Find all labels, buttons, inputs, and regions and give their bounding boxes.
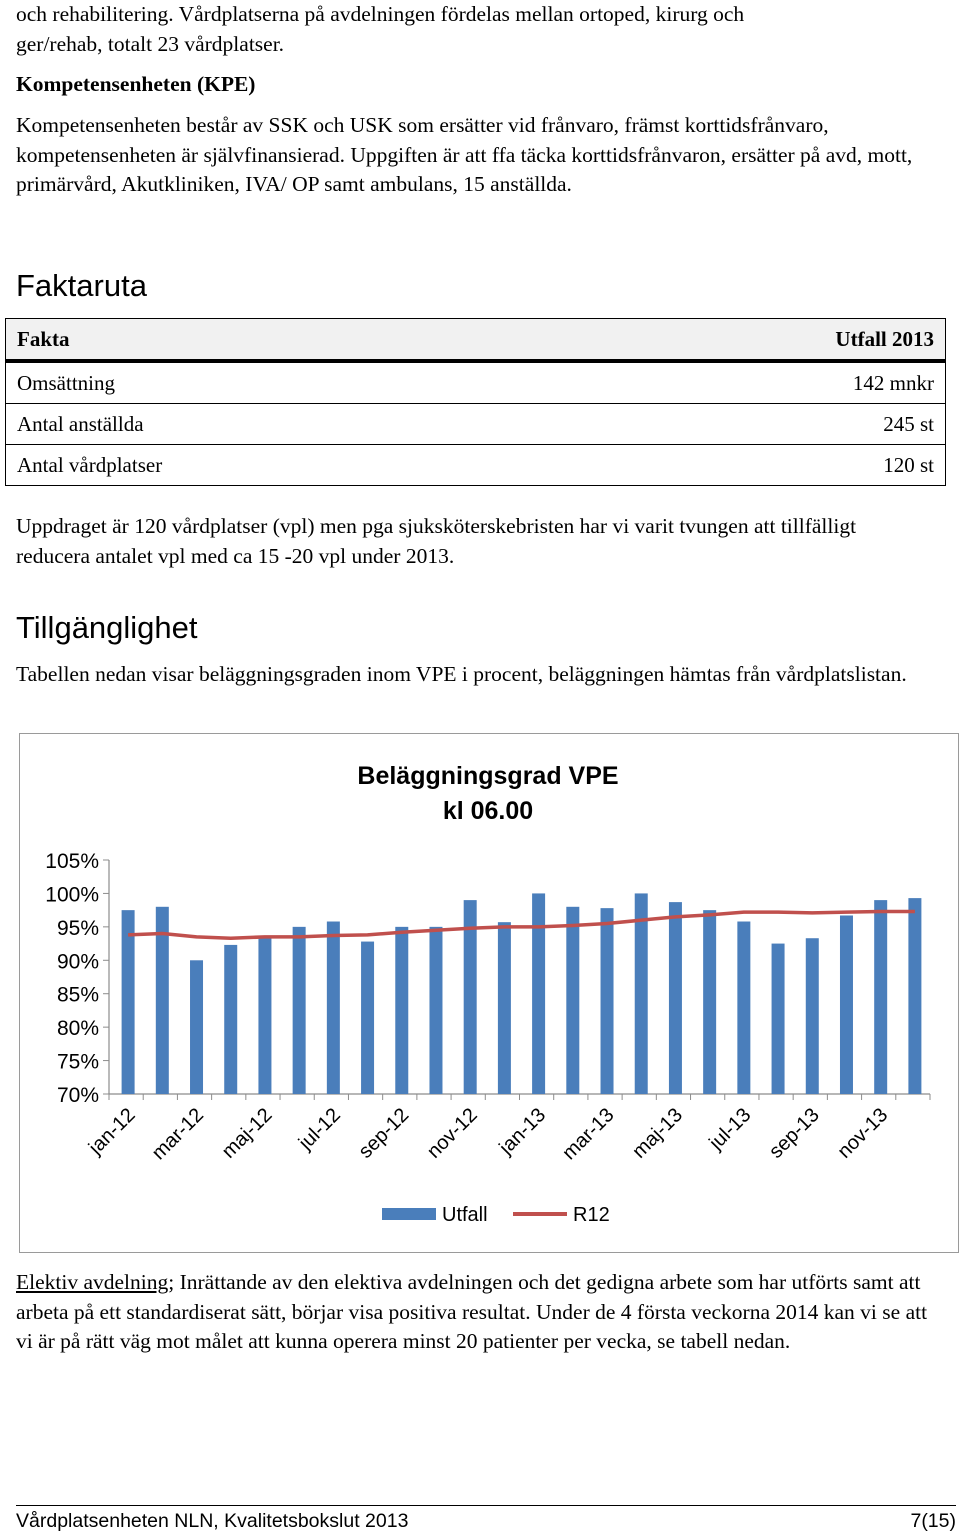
bar: [840, 915, 853, 1094]
kpe-heading: Kompetensenheten (KPE): [16, 72, 256, 96]
intro-paragraph: [16, 0, 946, 59]
y-tick-label: 75%: [56, 1050, 99, 1074]
x-tick-label: nov-13: [833, 1103, 893, 1163]
r12-line: [128, 911, 915, 938]
faktaruta-heading: Faktaruta: [16, 268, 147, 303]
bar: [737, 922, 750, 1094]
fakta-table: [5, 318, 946, 486]
x-tick-label: maj-13: [628, 1103, 687, 1163]
bar: [874, 900, 887, 1094]
bar: [258, 937, 271, 1094]
y-tick-label: 100%: [45, 883, 99, 907]
x-tick-label: nov-12: [422, 1103, 482, 1163]
bar: [190, 960, 203, 1094]
bar: [361, 942, 374, 1094]
intro-line-1: och rehabilitering. Vårdplatserna på avdelningen fördelas mellan ortoped, kirurg och: [16, 2, 745, 26]
page-footer: [16, 1505, 956, 1533]
legend-r12-label: R12: [573, 1204, 610, 1226]
y-tick-label: 70%: [56, 1084, 99, 1107]
bar: [498, 922, 511, 1094]
bar: [122, 910, 135, 1094]
x-tick-label: maj-12: [217, 1103, 277, 1163]
row-value: 142 mnkr: [551, 361, 945, 404]
occupancy-chart-svg: [20, 734, 957, 1251]
table-row: [6, 404, 946, 445]
kpe-paragraph: Kompetensenheten består av SSK och USK som ersätter vid frånvaro, främst korttidsfrånvaro, kompetensenheten är självfinansierad. Uppgiften är att ffa täcka korttidsfrånvaron, ersätter på avd, mott, primärvård, Akutkliniken, IVA/ OP samt ambulans, 15 anställda.: [16, 113, 913, 196]
bar: [806, 938, 819, 1094]
y-tick-label: 90%: [56, 950, 99, 974]
row-label: Antal vårdplatser: [6, 445, 552, 486]
table-row: [6, 361, 946, 404]
intro-line-2: ger/rehab, totalt 23 vårdplatser.: [16, 31, 285, 56]
bar: [395, 927, 408, 1094]
x-tick-label: mar-12: [147, 1103, 209, 1165]
bar: [429, 927, 442, 1094]
y-tick-label: 95%: [56, 916, 99, 940]
elektiv-text: ; Inrättande av den elektiva avdelningen och det gedigna arbete som har utförts samt att arbeta på ett standardiserat sätt, börjar visa positiva resultat. Under de 4 första veckorna 2014 kan vi se att vi är på rätt väg mot målet att kunna operera minst 20 patienter per vecka, se tabell nedan.: [16, 1270, 928, 1353]
bar: [703, 910, 716, 1094]
occupancy-chart: [19, 733, 959, 1253]
x-tick-label: jan-13: [495, 1103, 551, 1159]
bar: [908, 898, 921, 1094]
chart-subtitle: kl 06.00: [442, 797, 534, 825]
utfall-col-header: Utfall 2013: [551, 319, 945, 362]
y-tick-label: 105%: [45, 850, 99, 873]
fakta-col-header: Fakta: [6, 319, 552, 362]
bar: [772, 944, 785, 1094]
x-tick-label: mar-13: [558, 1103, 619, 1165]
x-tick-label: sep-12: [354, 1103, 414, 1163]
bar: [224, 945, 237, 1094]
x-tick-label: jan-12: [84, 1103, 140, 1159]
row-label: Antal anställda: [6, 404, 552, 445]
tillganglighet-heading: Tillgänglighet: [16, 610, 198, 645]
row-value: 245 st: [551, 404, 945, 445]
legend-utfall-label: Utfall: [442, 1204, 488, 1226]
elektiv-paragraph: [16, 1268, 946, 1357]
row-label: Omsättning: [6, 361, 552, 404]
table-row: [6, 445, 946, 486]
fakta-table-header: [6, 319, 946, 362]
footer-title: Vårdplatsenheten NLN, Kvalitetsbokslut 2013: [16, 1510, 409, 1532]
bar: [293, 927, 306, 1094]
bar: [327, 922, 340, 1094]
y-tick-label: 85%: [56, 983, 99, 1007]
tillganglighet-paragraph: Tabellen nedan visar beläggningsgraden inom VPE i procent, beläggningen hämtas från vårdplatslistan.: [16, 662, 907, 686]
elektiv-link[interactable]: Elektiv avdelning: [16, 1270, 169, 1294]
y-tick-label: 80%: [56, 1017, 99, 1041]
bar: [669, 902, 682, 1094]
x-tick-label: jul-13: [705, 1103, 756, 1155]
x-tick-label: sep-13: [765, 1103, 824, 1163]
page-number: 7(15): [910, 1510, 956, 1532]
bar: [566, 907, 579, 1094]
x-tick-label: jul-12: [294, 1103, 345, 1155]
bar: [532, 893, 545, 1094]
bar: [635, 893, 648, 1094]
legend-utfall-swatch: [382, 1208, 436, 1220]
faktaruta-note: Uppdraget är 120 vårdplatser (vpl) men pga sjuksköterskebristen har vi varit tvungen att tillfälligt reducera antalet vpl med ca 15 -20 vpl under 2013.: [16, 514, 857, 568]
bar: [601, 908, 614, 1094]
chart-title: Beläggningsgrad VPE: [357, 762, 619, 790]
row-value: 120 st: [551, 445, 945, 486]
